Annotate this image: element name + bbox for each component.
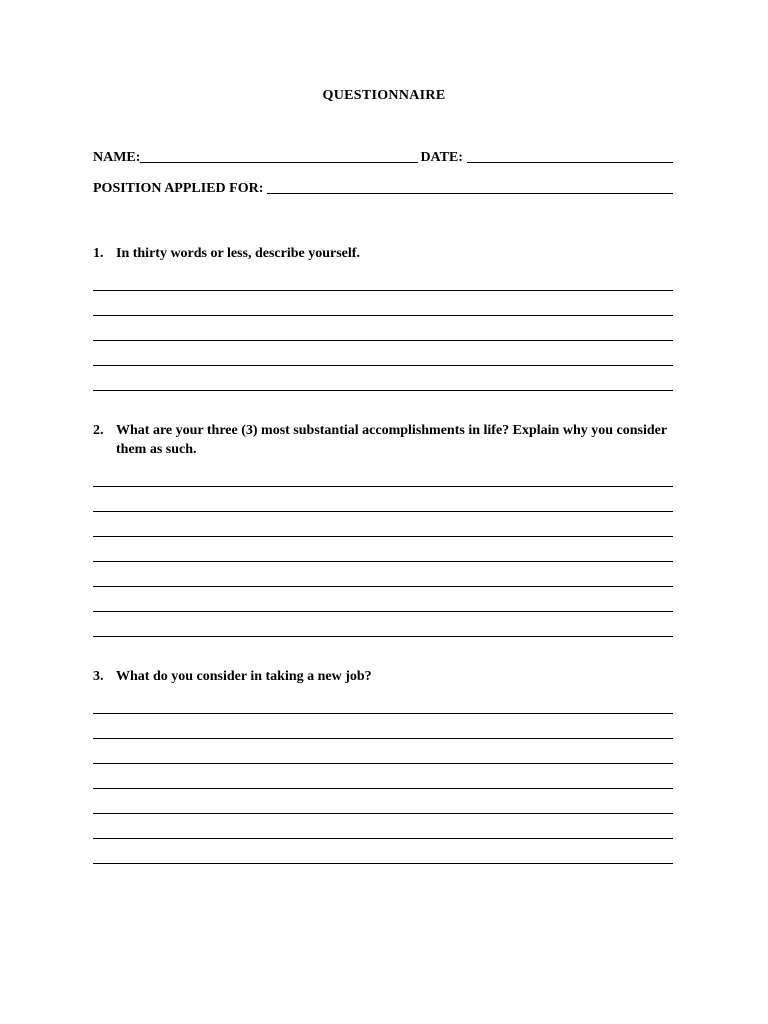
answer-line[interactable]	[93, 713, 673, 714]
date-label: DATE:	[420, 150, 463, 165]
question-1	[93, 244, 678, 263]
question-text: What are your three (3) most substantial accomplishments in life? Explain why you consider them as such.	[116, 423, 667, 457]
answer-line[interactable]	[93, 763, 673, 764]
answer-line[interactable]	[93, 838, 673, 839]
answer-line[interactable]	[93, 315, 673, 316]
answer-line[interactable]	[93, 486, 673, 487]
name-field[interactable]	[140, 158, 418, 163]
answer-line[interactable]	[93, 365, 673, 366]
answer-line[interactable]	[93, 813, 673, 814]
answer-line[interactable]	[93, 863, 673, 864]
answer-line[interactable]	[93, 290, 673, 291]
answer-line[interactable]	[93, 511, 673, 512]
date-field[interactable]	[467, 158, 673, 163]
question-text: In thirty words or less, describe yourself.	[116, 246, 360, 261]
name-date-row	[93, 146, 673, 166]
question-number: 1.	[93, 246, 104, 261]
position-row	[93, 177, 673, 197]
page-title: QUESTIONNAIRE	[322, 88, 446, 103]
answer-line[interactable]	[93, 611, 673, 612]
answer-line[interactable]	[93, 636, 673, 637]
question-text: What do you consider in taking a new job?	[116, 669, 372, 684]
answer-line[interactable]	[93, 738, 673, 739]
question-number: 2.	[93, 423, 104, 438]
position-label: POSITION APPLIED FOR:	[93, 181, 264, 196]
name-label: NAME:	[93, 150, 141, 165]
question-3	[93, 667, 678, 686]
answer-line[interactable]	[93, 788, 673, 789]
question-number: 3.	[93, 669, 104, 684]
question-2	[93, 421, 678, 459]
answer-line[interactable]	[93, 390, 673, 391]
position-field[interactable]	[267, 189, 673, 194]
answer-line[interactable]	[93, 561, 673, 562]
answer-line[interactable]	[93, 340, 673, 341]
answer-line[interactable]	[93, 536, 673, 537]
answer-line[interactable]	[93, 586, 673, 587]
